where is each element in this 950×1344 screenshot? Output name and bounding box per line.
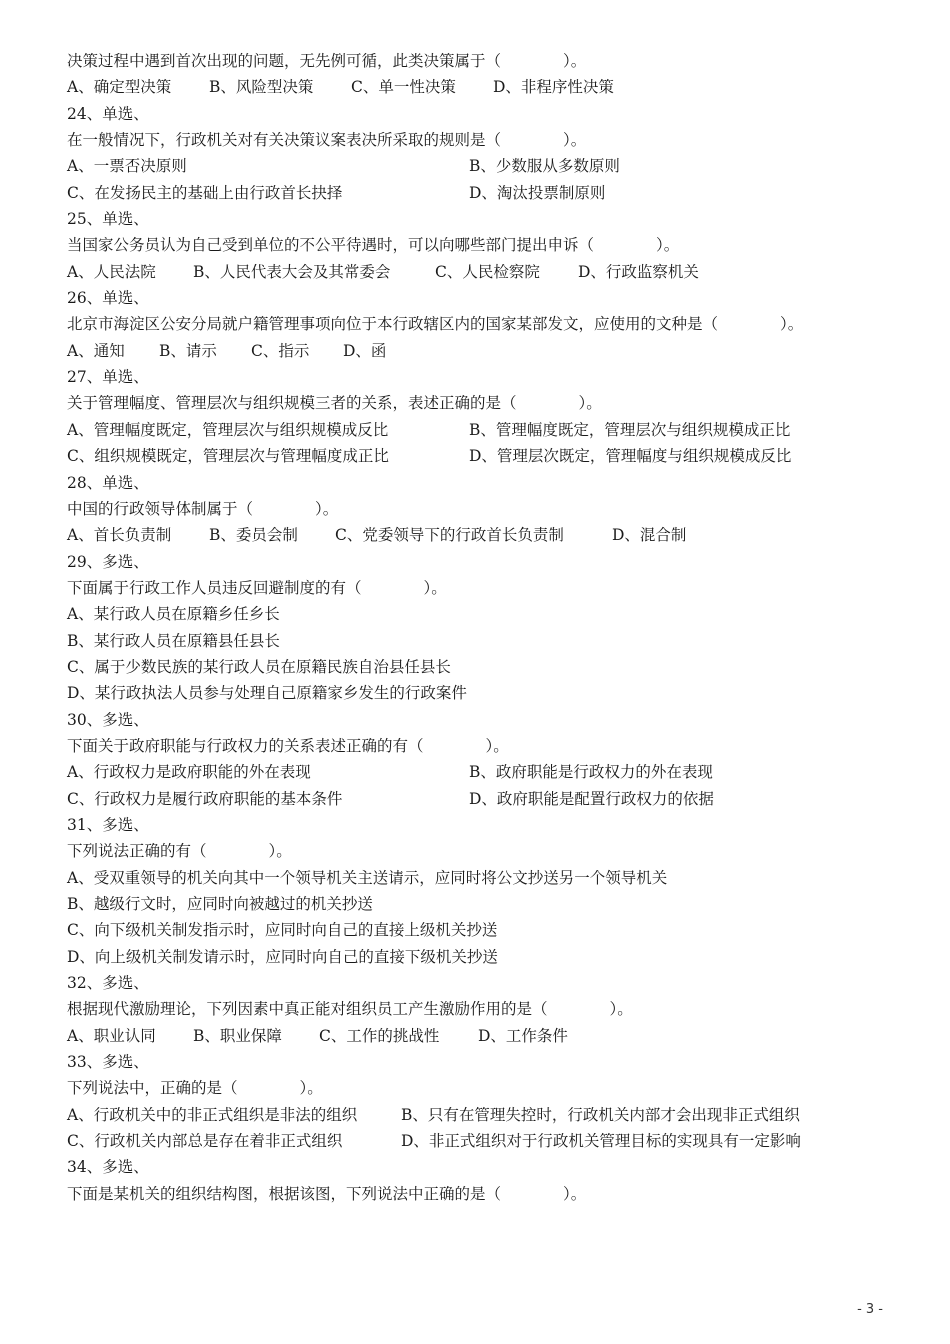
option-d: D、非正式组织对于行政机关管理目标的实现具有一定影响 bbox=[401, 1132, 801, 1151]
option-d: D、混合制 bbox=[612, 526, 687, 545]
question-stem: 下列说法正确的有（ ）。 bbox=[67, 842, 292, 861]
option-a: A、一票否决原则 bbox=[67, 157, 187, 176]
question-list bbox=[67, 48, 897, 1207]
option-c: C、人民检察院 bbox=[435, 262, 540, 281]
option-d: D、函 bbox=[343, 341, 387, 360]
option-b: B、少数服从多数原则 bbox=[469, 157, 620, 176]
option-c: C、属于少数民族的某行政人员在原籍民族自治县任县长 bbox=[67, 657, 451, 676]
question-stem: 当国家公务员认为自己受到单位的不公平待遇时，可以向哪些部门提出申诉（ ）。 bbox=[67, 236, 680, 255]
option-row bbox=[67, 153, 897, 179]
question-stem: 下面是某机关的组织结构图，根据该图，下列说法中正确的是（ ）。 bbox=[67, 1184, 587, 1203]
question-header: 30、多选、 bbox=[67, 710, 149, 729]
option-b: B、风险型决策 bbox=[209, 78, 314, 97]
option-a: A、人民法院 bbox=[67, 262, 156, 281]
option-row bbox=[67, 338, 897, 364]
question-header: 27、单选、 bbox=[67, 368, 149, 387]
option-b: B、某行政人员在原籍县任县长 bbox=[67, 631, 280, 650]
option-b: B、职业保障 bbox=[193, 1026, 282, 1045]
option-b: B、越级行文时，应同时向被越过的机关抄送 bbox=[67, 895, 373, 913]
option-a: A、某行政人员在原籍乡任乡长 bbox=[67, 605, 280, 624]
option-b: B、委员会制 bbox=[209, 526, 298, 545]
question-stem: 下面属于行政工作人员违反回避制度的有（ ）。 bbox=[67, 578, 447, 597]
option-d: D、工作条件 bbox=[478, 1026, 568, 1045]
option-row bbox=[67, 522, 897, 548]
option-b: B、人民代表大会及其常委会 bbox=[193, 262, 391, 281]
option-row bbox=[67, 1102, 897, 1128]
option-row bbox=[67, 759, 897, 785]
option-b: B、管理幅度既定，管理层次与组织规模成正比 bbox=[469, 420, 791, 439]
question-header: 31、多选、 bbox=[67, 815, 149, 834]
question-stem: 北京市海淀区公安分局就户籍管理事项向位于本行政辖区内的国家某部发文，应使用的文种是（ ）。 bbox=[67, 315, 804, 334]
option-a: A、确定型决策 bbox=[67, 78, 172, 97]
option-row bbox=[67, 443, 897, 469]
option-d: D、行政监察机关 bbox=[578, 262, 699, 281]
question-stem: 中国的行政领导体制属于（ ）。 bbox=[67, 499, 339, 518]
option-d: D、政府职能是配置行政权力的依据 bbox=[469, 789, 714, 808]
option-b: B、只有在管理失控时，行政机关内部才会出现非正式组织 bbox=[401, 1105, 800, 1124]
question-stem: 决策过程中遇到首次出现的问题，无先例可循，此类决策属于（ ）。 bbox=[67, 52, 587, 70]
option-c: C、向下级机关制发指示时，应同时向自己的直接上级机关抄送 bbox=[67, 921, 498, 940]
option-b: B、请示 bbox=[159, 341, 217, 360]
question-header: 24、单选、 bbox=[67, 104, 149, 123]
question-header: 25、单选、 bbox=[67, 210, 149, 229]
question-header: 33、多选、 bbox=[67, 1053, 149, 1072]
question-header: 34、多选、 bbox=[67, 1158, 149, 1177]
option-a: A、职业认同 bbox=[67, 1026, 156, 1045]
option-a: A、行政机关中的非正式组织是非法的组织 bbox=[67, 1105, 358, 1124]
option-d: D、向上级机关制发请示时，应同时向自己的直接下级机关抄送 bbox=[67, 947, 498, 966]
question-header: 28、单选、 bbox=[67, 473, 149, 492]
option-row bbox=[67, 417, 897, 443]
option-row bbox=[67, 259, 897, 285]
question-stem: 关于管理幅度、管理层次与组织规模三者的关系，表述正确的是（ ）。 bbox=[67, 394, 602, 413]
question-stem: 下列说法中，正确的是（ ）。 bbox=[67, 1079, 323, 1098]
question-header: 26、单选、 bbox=[67, 289, 149, 308]
option-d: D、淘汰投票制原则 bbox=[469, 183, 606, 202]
option-row bbox=[67, 786, 897, 812]
option-c: C、工作的挑战性 bbox=[319, 1026, 440, 1045]
option-c: C、指示 bbox=[251, 341, 310, 360]
question-stem: 下面关于政府职能与行政权力的关系表述正确的有（ ）。 bbox=[67, 736, 509, 755]
option-row bbox=[67, 180, 897, 206]
option-a: A、管理幅度既定，管理层次与组织规模成反比 bbox=[67, 420, 389, 439]
option-a: A、通知 bbox=[67, 341, 125, 360]
option-row bbox=[67, 74, 897, 100]
option-a: A、受双重领导的机关向其中一个领导机关主送请示，应同时将公文抄送另一个领导机关 bbox=[67, 868, 668, 887]
option-d: D、管理层次既定，管理幅度与组织规模成反比 bbox=[469, 447, 792, 466]
option-b: B、政府职能是行政权力的外在表现 bbox=[469, 763, 713, 782]
option-c: C、组织规模既定，管理层次与管理幅度成正比 bbox=[67, 447, 389, 466]
question-header: 32、多选、 bbox=[67, 974, 149, 993]
page-number: - 3 - bbox=[857, 1302, 883, 1317]
option-row bbox=[67, 1023, 897, 1049]
option-c: C、行政权力是履行政府职能的基本条件 bbox=[67, 789, 343, 808]
option-a: A、行政权力是政府职能的外在表现 bbox=[67, 763, 311, 782]
question-stem: 在一般情况下，行政机关对有关决策议案表决所采取的规则是（ ）。 bbox=[67, 131, 587, 150]
option-row bbox=[67, 1128, 897, 1154]
option-d: D、非程序性决策 bbox=[493, 78, 614, 97]
option-a: A、首长负责制 bbox=[67, 526, 172, 545]
question-stem: 根据现代激励理论，下列因素中真正能对组织员工产生激励作用的是（ ）。 bbox=[67, 1000, 633, 1019]
option-c: C、在发扬民主的基础上由行政首长抉择 bbox=[67, 183, 343, 202]
option-c: C、单一性决策 bbox=[351, 78, 456, 97]
option-c: C、党委领导下的行政首长负责制 bbox=[335, 526, 564, 545]
option-c: C、行政机关内部总是存在着非正式组织 bbox=[67, 1132, 343, 1151]
option-d: D、某行政执法人员参与处理自己原籍家乡发生的行政案件 bbox=[67, 684, 467, 703]
question-header: 29、多选、 bbox=[67, 552, 149, 571]
